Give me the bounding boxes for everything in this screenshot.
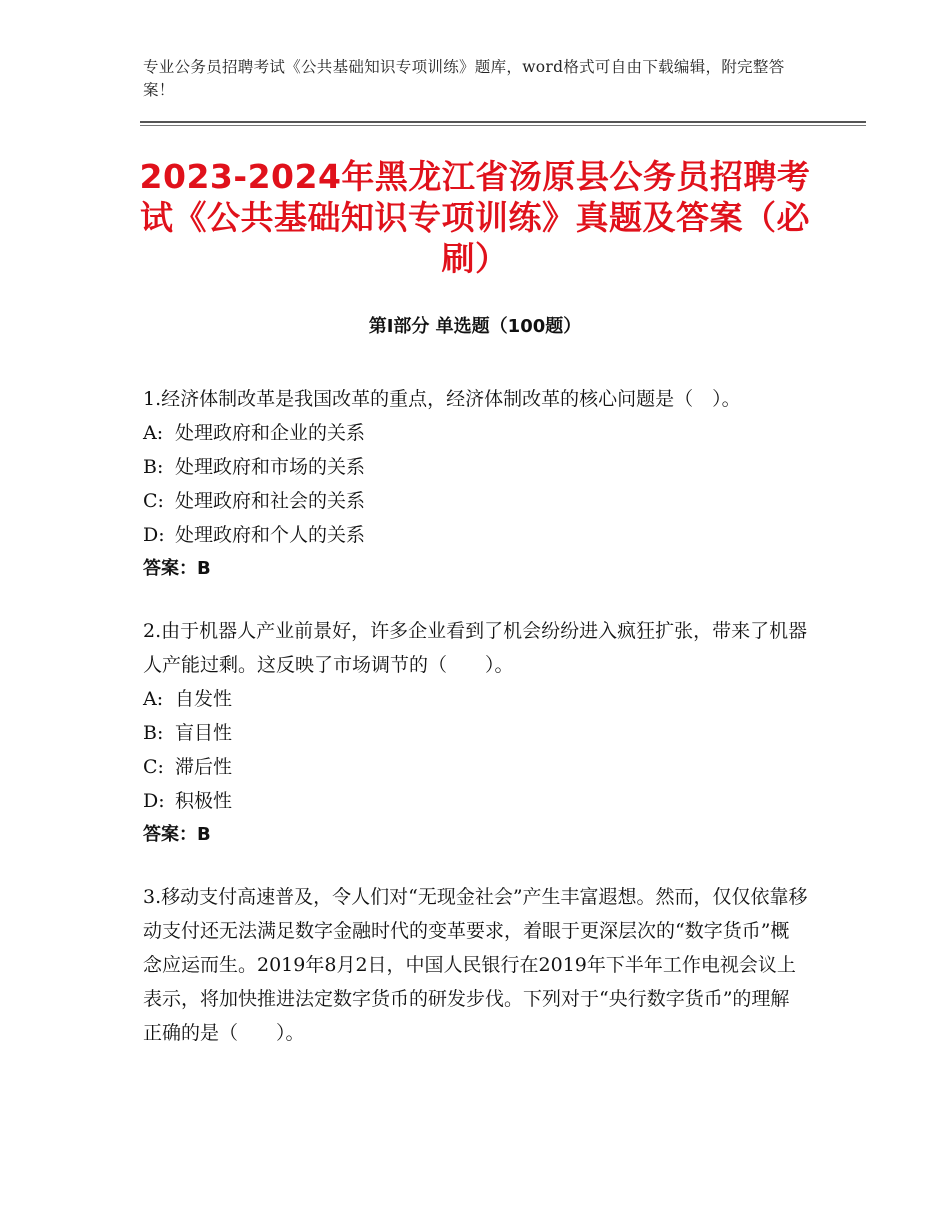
option-text: 滞后性 bbox=[175, 756, 233, 778]
option-text: 处理政府和市场的关系 bbox=[175, 456, 366, 478]
option-d bbox=[143, 518, 808, 552]
option-text: 处理政府和社会的关系 bbox=[175, 490, 366, 512]
question-1 bbox=[143, 382, 808, 586]
option-c bbox=[143, 750, 808, 784]
question-stem: 2.由于机器人产业前景好，许多企业看到了机会纷纷进入疯狂扩张，带来了机器人产能过剩。这反映了市场调节的（ ）。 bbox=[143, 620, 808, 676]
option-d bbox=[143, 784, 808, 818]
question-stem: 1.经济体制改革是我国改革的重点，经济体制改革的核心问题是（ ）。 bbox=[143, 388, 741, 410]
option-b bbox=[143, 450, 808, 484]
option-letter: C: bbox=[143, 756, 164, 778]
answer-line: 答案：B bbox=[143, 824, 211, 845]
option-text: 处理政府和个人的关系 bbox=[175, 524, 366, 546]
option-letter: C: bbox=[143, 490, 164, 512]
option-letter: B: bbox=[143, 456, 164, 478]
header-note: 专业公务员招聘考试《公共基础知识专项训练》题库，word格式可自由下载编辑，附完整答案！ bbox=[143, 58, 785, 99]
option-c bbox=[143, 484, 808, 518]
document-title: 2023-2024年黑龙江省汤原县公务员招聘考试《公共基础知识专项训练》真题及答案（必刷） bbox=[139, 157, 811, 278]
option-text: 自发性 bbox=[175, 688, 233, 710]
option-letter: A: bbox=[143, 688, 164, 710]
option-a bbox=[143, 416, 808, 450]
question-3 bbox=[143, 880, 808, 1050]
option-a bbox=[143, 682, 808, 716]
option-text: 盲目性 bbox=[175, 722, 233, 744]
option-text: 处理政府和企业的关系 bbox=[175, 422, 366, 444]
option-letter: A: bbox=[143, 422, 164, 444]
option-text: 积极性 bbox=[175, 790, 233, 812]
question-stem: 3.移动支付高速普及，令人们对“无现金社会”产生丰富遐想。然而，仅仅依靠移动支付还无法满足数字金融时代的变革要求，着眼于更深层次的“数字货币”概念应运而生。2019年8月2日，中国人民银行在2019年下半年工作电视会议上表示，将加快推进法定数字货币的研发步伐。下列对于“央行数字货币”的理解正确的是（ ）。 bbox=[143, 886, 808, 1044]
option-letter: D: bbox=[143, 524, 165, 546]
option-letter: D: bbox=[143, 790, 165, 812]
option-b bbox=[143, 716, 808, 750]
question-list bbox=[143, 382, 808, 1078]
header-divider-thin bbox=[140, 125, 866, 126]
option-letter: B: bbox=[143, 722, 164, 744]
section-heading: 第Ⅰ部分 单选题（100题） bbox=[368, 316, 582, 337]
answer-line: 答案：B bbox=[143, 558, 211, 579]
question-2 bbox=[143, 614, 808, 852]
header-divider-thick bbox=[140, 121, 866, 123]
